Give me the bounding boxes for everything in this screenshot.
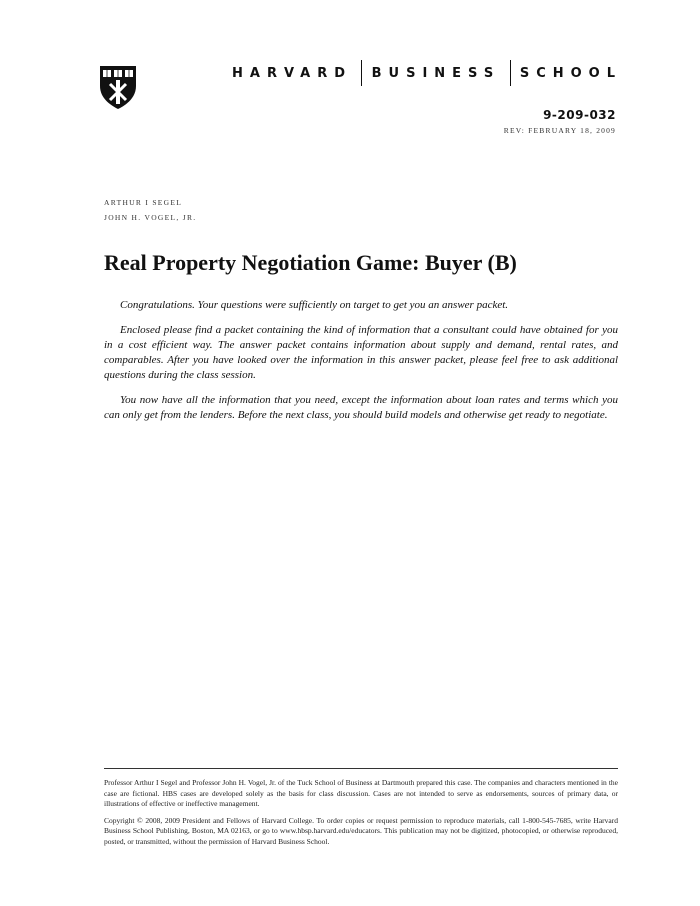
masthead-word-business: BUSINESS [371,65,501,81]
author-name: JOHN H. VOGEL, JR. [104,213,197,222]
masthead-divider [361,60,362,86]
footnote-authorship: Professor Arthur I Segel and Professor John H. Vogel, Jr. of the Tuck School of Business at Dartmouth prepared this case. The companies and characters mentioned in the case are fictional. HBS cases are developed solely as the basis for class discussion. Cases are not intended to serve as endorsements, sources of primary data, or illustrations of effective or ineffective management. [104,778,618,808]
footnote-copyright: Copyright © 2008, 2009 President and Fellows of Harvard College. To order copies or request permission to reproduce materials, call 1-800-545-7685, write Harvard Business School Publishing, Boston, MA 02163, or go to www.hbsp.harvard.edu/educators. This publication may not be digitized, photocopied, or otherwise reproduced, posted, or transmitted, without the permission of Harvard Business School. [104,815,618,846]
body-paragraph: Enclosed please find a packet containing the kind of information that a consultant could have obtained for you in a cost efficient way. The answer packet contains information about supply and demand, rental rates, and comparables. After you have looked over the information in this answer packet, please feel free to ask additional questions during the class session. [104,324,618,381]
institution-masthead [232,60,622,86]
masthead-divider [510,60,511,86]
case-number: 9-209-032 [543,108,616,122]
author-name: ARTHUR I SEGEL [104,198,183,207]
author-list [104,198,196,228]
body-paragraph: Congratulations. Your questions were sufficiently on target to get you an answer packet. [120,299,509,311]
body-paragraph: You now have all the information that you need, except the information about loan rates and terms which you can only get from the lenders. Before the next class, you should build models and otherwise get ready to negotiate. [104,394,618,421]
footnotes [104,778,618,853]
revision-date: REV: FEBRUARY 18, 2009 [503,126,616,135]
masthead-word-school: SCHOOL [519,65,622,81]
footnote-divider [104,768,618,769]
masthead-word-harvard: HARVARD [232,65,352,81]
shield-crest-icon [98,64,138,110]
case-title: Real Property Negotiation Game: Buyer (B) [104,250,517,275]
case-body [104,298,618,433]
